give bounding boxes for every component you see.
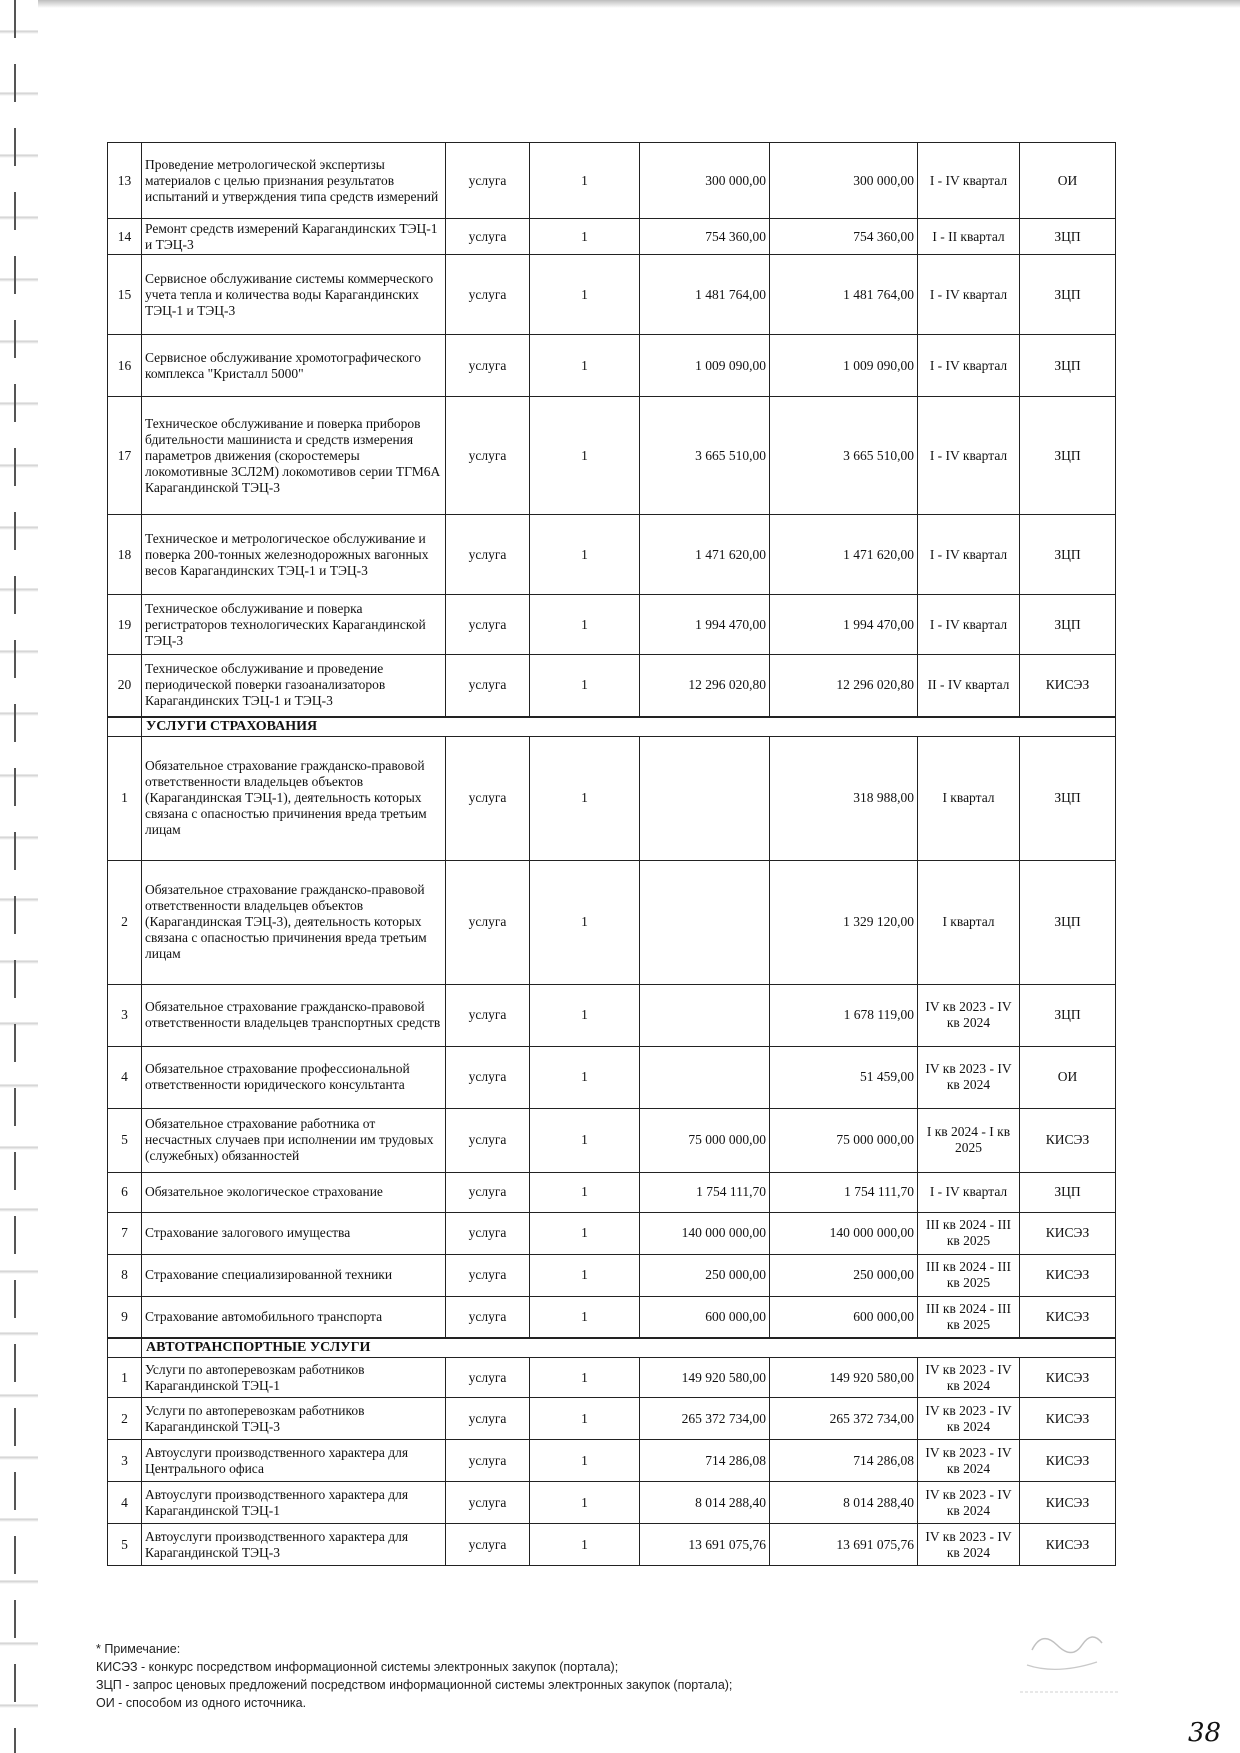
cell-period: I - IV квартал: [918, 335, 1020, 397]
cell-method: ОИ: [1020, 143, 1116, 219]
cell-name: Техническое обслуживание и поверка регистраторов технологических Карагандинской ТЭЦ-3: [142, 595, 446, 655]
cell-num: 17: [108, 397, 142, 515]
cell-total: 265 372 734,00: [770, 1398, 918, 1440]
cell-method: КИСЭЗ: [1020, 1524, 1116, 1566]
cell-name: Обязательное экологическое страхование: [142, 1172, 446, 1212]
cell-num: 2: [108, 860, 142, 984]
cell-price: [640, 736, 770, 860]
cell-price: 754 360,00: [640, 219, 770, 255]
cell-method: ЗЦП: [1020, 595, 1116, 655]
cell-num: 3: [108, 1440, 142, 1482]
cell-num: 5: [108, 1108, 142, 1172]
table-row: [108, 1212, 1116, 1254]
cell-price: 8 014 288,40: [640, 1482, 770, 1524]
table-row: [108, 860, 1116, 984]
cell-unit: услуга: [446, 1358, 530, 1398]
cell-unit: услуга: [446, 219, 530, 255]
cell-total: 1 754 111,70: [770, 1172, 918, 1212]
cell-total: 140 000 000,00: [770, 1212, 918, 1254]
cell-qty: 1: [530, 1046, 640, 1108]
cell-unit: услуга: [446, 595, 530, 655]
cell-qty: 1: [530, 1296, 640, 1338]
cell-total: 318 988,00: [770, 736, 918, 860]
cell-unit: услуга: [446, 397, 530, 515]
table-row: [108, 1046, 1116, 1108]
cell-method: ЗЦП: [1020, 860, 1116, 984]
cell-qty: 1: [530, 515, 640, 595]
table-row: [108, 219, 1116, 255]
note-oi: ОИ - способом из одного источника.: [96, 1696, 307, 1710]
cell-num: 20: [108, 655, 142, 717]
cell-unit: услуга: [446, 1398, 530, 1440]
scan-top-edge: [0, 0, 1240, 8]
cell-num: 7: [108, 1212, 142, 1254]
cell-unit: услуга: [446, 1212, 530, 1254]
cell-method: КИСЭЗ: [1020, 1358, 1116, 1398]
cell-total: 1 994 470,00: [770, 595, 918, 655]
note-zcp: ЗЦП - запрос ценовых предложений посредством информационной системы электронных закупок (портала);: [96, 1678, 733, 1692]
cell-num: 1: [108, 736, 142, 860]
cell-total: 8 014 288,40: [770, 1482, 918, 1524]
cell-qty: 1: [530, 1358, 640, 1398]
cell-period: III кв 2024 - III кв 2025: [918, 1212, 1020, 1254]
cell-period: I - IV квартал: [918, 397, 1020, 515]
cell-period: IV кв 2023 - IV кв 2024: [918, 1440, 1020, 1482]
cell-price: [640, 984, 770, 1046]
cell-name: Услуги по автоперевозкам работников Карагандинской ТЭЦ-1: [142, 1358, 446, 1398]
cell-name: Сервисное обслуживание системы коммерческого учета тепла и количества воды Карагандинских ТЭЦ-1 и ТЭЦ-3: [142, 255, 446, 335]
cell-total: 1 678 119,00: [770, 984, 918, 1046]
cell-method: КИСЭЗ: [1020, 655, 1116, 717]
cell-qty: 1: [530, 595, 640, 655]
cell-unit: услуга: [446, 1254, 530, 1296]
table-row: [108, 255, 1116, 335]
cell-period: IV кв 2023 - IV кв 2024: [918, 1524, 1020, 1566]
table-row: [108, 1524, 1116, 1566]
cell-method: ОИ: [1020, 1046, 1116, 1108]
cell-name: Страхование специализированной техники: [142, 1254, 446, 1296]
cell-method: КИСЭЗ: [1020, 1212, 1116, 1254]
procurement-table: [107, 142, 1116, 1566]
cell-num: 13: [108, 143, 142, 219]
cell-qty: 1: [530, 1482, 640, 1524]
table-row: [108, 655, 1116, 717]
cell-price: 265 372 734,00: [640, 1398, 770, 1440]
table-row: [108, 736, 1116, 860]
cell-price: 1 009 090,00: [640, 335, 770, 397]
cell-period: I - IV квартал: [918, 595, 1020, 655]
cell-num: 15: [108, 255, 142, 335]
cell-num: 5: [108, 1524, 142, 1566]
cell-num: 14: [108, 219, 142, 255]
cell-unit: услуга: [446, 736, 530, 860]
cell-price: 3 665 510,00: [640, 397, 770, 515]
approval-stamp: [1012, 1620, 1132, 1700]
cell-total: 250 000,00: [770, 1254, 918, 1296]
cell-num: 3: [108, 984, 142, 1046]
cell-method: ЗЦП: [1020, 335, 1116, 397]
cell-name: Обязательное страхование гражданско-правовой ответственности владельцев транспортных средств: [142, 984, 446, 1046]
cell-total: 1 009 090,00: [770, 335, 918, 397]
cell-period: I - II квартал: [918, 219, 1020, 255]
binder-holes: [0, 0, 38, 1753]
cell-price: [640, 860, 770, 984]
cell-price: 1 481 764,00: [640, 255, 770, 335]
cell-qty: 1: [530, 143, 640, 219]
table-row: [108, 515, 1116, 595]
cell-price: 1 471 620,00: [640, 515, 770, 595]
cell-period: I квартал: [918, 736, 1020, 860]
cell-qty: 1: [530, 1108, 640, 1172]
section-header-row: [108, 1338, 1116, 1358]
cell-total: 12 296 020,80: [770, 655, 918, 717]
cell-unit: услуга: [446, 655, 530, 717]
cell-period: II - IV квартал: [918, 655, 1020, 717]
cell-qty: 1: [530, 1172, 640, 1212]
cell-name: Проведение метрологической экспертизы материалов с целью признания результатов испытаний и утверждения типа средств измерений: [142, 143, 446, 219]
footnotes: [96, 1640, 732, 1712]
table-row: [108, 1358, 1116, 1398]
cell-qty: 1: [530, 255, 640, 335]
cell-total: 3 665 510,00: [770, 397, 918, 515]
cell-unit: услуга: [446, 1440, 530, 1482]
cell-qty: 1: [530, 1440, 640, 1482]
cell-num: 18: [108, 515, 142, 595]
cell-qty: 1: [530, 655, 640, 717]
cell-qty: 1: [530, 335, 640, 397]
cell-total: 75 000 000,00: [770, 1108, 918, 1172]
cell-num: 4: [108, 1482, 142, 1524]
note-kisez: КИСЭЗ - конкурс посредством информационной системы электронных закупок (портала);: [96, 1660, 619, 1674]
cell-total: 1 471 620,00: [770, 515, 918, 595]
cell-total: 1 481 764,00: [770, 255, 918, 335]
cell-name: Услуги по автоперевозкам работников Карагандинской ТЭЦ-3: [142, 1398, 446, 1440]
cell-num: 8: [108, 1254, 142, 1296]
table-row: [108, 143, 1116, 219]
cell-method: ЗЦП: [1020, 515, 1116, 595]
cell-method: ЗЦП: [1020, 984, 1116, 1046]
section-spacer: [108, 1338, 142, 1358]
cell-period: IV кв 2023 - IV кв 2024: [918, 984, 1020, 1046]
cell-name: Техническое обслуживание и поверка приборов бдительности машиниста и средств измерения параметров движения (скоростемеры локомотивные 3СЛ2М) локомотивов серии ТГМ6А Карагандинской ТЭЦ-3: [142, 397, 446, 515]
cell-period: I - IV квартал: [918, 1172, 1020, 1212]
table-row: [108, 1482, 1116, 1524]
cell-price: 714 286,08: [640, 1440, 770, 1482]
cell-period: IV кв 2023 - IV кв 2024: [918, 1046, 1020, 1108]
cell-name: Страхование автомобильного транспорта: [142, 1296, 446, 1338]
table-row: [108, 1296, 1116, 1338]
cell-period: IV кв 2023 - IV кв 2024: [918, 1358, 1020, 1398]
cell-total: 13 691 075,76: [770, 1524, 918, 1566]
cell-total: 600 000,00: [770, 1296, 918, 1338]
table-row: [108, 1108, 1116, 1172]
cell-method: ЗЦП: [1020, 736, 1116, 860]
section-title: УСЛУГИ СТРАХОВАНИЯ: [142, 717, 1116, 737]
cell-num: 19: [108, 595, 142, 655]
cell-name: Сервисное обслуживание хромотографического комплекса "Кристалл 5000": [142, 335, 446, 397]
cell-price: 1 994 470,00: [640, 595, 770, 655]
cell-total: 300 000,00: [770, 143, 918, 219]
cell-unit: услуга: [446, 255, 530, 335]
table-row: [108, 1172, 1116, 1212]
cell-unit: услуга: [446, 335, 530, 397]
cell-method: КИСЭЗ: [1020, 1296, 1116, 1338]
section-spacer: [108, 717, 142, 737]
cell-qty: 1: [530, 736, 640, 860]
cell-unit: услуга: [446, 1524, 530, 1566]
cell-price: 1 754 111,70: [640, 1172, 770, 1212]
cell-price: 250 000,00: [640, 1254, 770, 1296]
cell-period: I - IV квартал: [918, 515, 1020, 595]
cell-name: Обязательное страхование работника от несчастных случаев при исполнении им трудовых (служебных) обязанностей: [142, 1108, 446, 1172]
cell-total: 149 920 580,00: [770, 1358, 918, 1398]
cell-name: Обязательное страхование гражданско-правовой ответственности владельцев объектов (Карагандинская ТЭЦ-3), деятельность которых связана с опасностью причинения вреда третьим лицам: [142, 860, 446, 984]
cell-total: 754 360,00: [770, 219, 918, 255]
cell-period: I квартал: [918, 860, 1020, 984]
cell-price: 75 000 000,00: [640, 1108, 770, 1172]
cell-unit: услуга: [446, 1172, 530, 1212]
cell-period: I кв 2024 - I кв 2025: [918, 1108, 1020, 1172]
cell-num: 4: [108, 1046, 142, 1108]
cell-num: 2: [108, 1398, 142, 1440]
table-row: [108, 595, 1116, 655]
page-number: 38: [1188, 1718, 1222, 1748]
cell-num: 1: [108, 1358, 142, 1398]
cell-name: Страхование залогового имущества: [142, 1212, 446, 1254]
section-header-row: [108, 717, 1116, 737]
cell-price: [640, 1046, 770, 1108]
cell-unit: услуга: [446, 143, 530, 219]
cell-period: I - IV квартал: [918, 255, 1020, 335]
table-row: [108, 335, 1116, 397]
notes-heading: * Примечание:: [96, 1642, 181, 1656]
cell-method: ЗЦП: [1020, 1172, 1116, 1212]
cell-qty: 1: [530, 1254, 640, 1296]
cell-total: 714 286,08: [770, 1440, 918, 1482]
cell-method: КИСЭЗ: [1020, 1440, 1116, 1482]
cell-period: III кв 2024 - III кв 2025: [918, 1296, 1020, 1338]
cell-qty: 1: [530, 1524, 640, 1566]
cell-period: IV кв 2023 - IV кв 2024: [918, 1398, 1020, 1440]
cell-name: Обязательное страхование гражданско-правовой ответственности владельцев объектов (Карагандинская ТЭЦ-1), деятельность которых связана с опасностью причинения вреда третьим лицам: [142, 736, 446, 860]
cell-method: КИСЭЗ: [1020, 1108, 1116, 1172]
cell-price: 140 000 000,00: [640, 1212, 770, 1254]
cell-qty: 1: [530, 1398, 640, 1440]
table-row: [108, 1254, 1116, 1296]
cell-method: КИСЭЗ: [1020, 1254, 1116, 1296]
section-title: АВТОТРАНСПОРТНЫЕ УСЛУГИ: [142, 1338, 1116, 1358]
cell-num: 9: [108, 1296, 142, 1338]
cell-method: КИСЭЗ: [1020, 1398, 1116, 1440]
cell-name: Ремонт средств измерений Карагандинских ТЭЦ-1 и ТЭЦ-3: [142, 219, 446, 255]
cell-unit: услуга: [446, 1108, 530, 1172]
table-row: [108, 1398, 1116, 1440]
cell-qty: 1: [530, 984, 640, 1046]
cell-method: КИСЭЗ: [1020, 1482, 1116, 1524]
cell-num: 6: [108, 1172, 142, 1212]
cell-price: 12 296 020,80: [640, 655, 770, 717]
cell-period: IV кв 2023 - IV кв 2024: [918, 1482, 1020, 1524]
cell-unit: услуга: [446, 860, 530, 984]
cell-name: Автоуслуги производственного характера для Карагандинской ТЭЦ-3: [142, 1524, 446, 1566]
cell-period: III кв 2024 - III кв 2025: [918, 1254, 1020, 1296]
cell-qty: 1: [530, 1212, 640, 1254]
cell-total: 1 329 120,00: [770, 860, 918, 984]
cell-name: Техническое обслуживание и проведение периодической поверки газоанализаторов Карагандинских ТЭЦ-1 и ТЭЦ-3: [142, 655, 446, 717]
cell-unit: услуга: [446, 1482, 530, 1524]
cell-price: 13 691 075,76: [640, 1524, 770, 1566]
cell-qty: 1: [530, 397, 640, 515]
cell-method: ЗЦП: [1020, 219, 1116, 255]
cell-num: 16: [108, 335, 142, 397]
cell-unit: услуга: [446, 515, 530, 595]
cell-total: 51 459,00: [770, 1046, 918, 1108]
cell-method: ЗЦП: [1020, 397, 1116, 515]
table-row: [108, 984, 1116, 1046]
cell-name: Обязательное страхование профессиональной ответственности юридического консультанта: [142, 1046, 446, 1108]
cell-unit: услуга: [446, 984, 530, 1046]
cell-name: Автоуслуги производственного характера для Центрального офиса: [142, 1440, 446, 1482]
cell-name: Техническое и метрологическое обслуживание и поверка 200-тонных железнодорожных вагонных весов Карагандинских ТЭЦ-1 и ТЭЦ-3: [142, 515, 446, 595]
cell-name: Автоуслуги производственного характера для Карагандинской ТЭЦ-1: [142, 1482, 446, 1524]
cell-qty: 1: [530, 219, 640, 255]
cell-period: I - IV квартал: [918, 143, 1020, 219]
cell-method: ЗЦП: [1020, 255, 1116, 335]
cell-unit: услуга: [446, 1296, 530, 1338]
cell-price: 600 000,00: [640, 1296, 770, 1338]
cell-qty: 1: [530, 860, 640, 984]
table-row: [108, 397, 1116, 515]
table-row: [108, 1440, 1116, 1482]
cell-unit: услуга: [446, 1046, 530, 1108]
cell-price: 149 920 580,00: [640, 1358, 770, 1398]
cell-price: 300 000,00: [640, 143, 770, 219]
